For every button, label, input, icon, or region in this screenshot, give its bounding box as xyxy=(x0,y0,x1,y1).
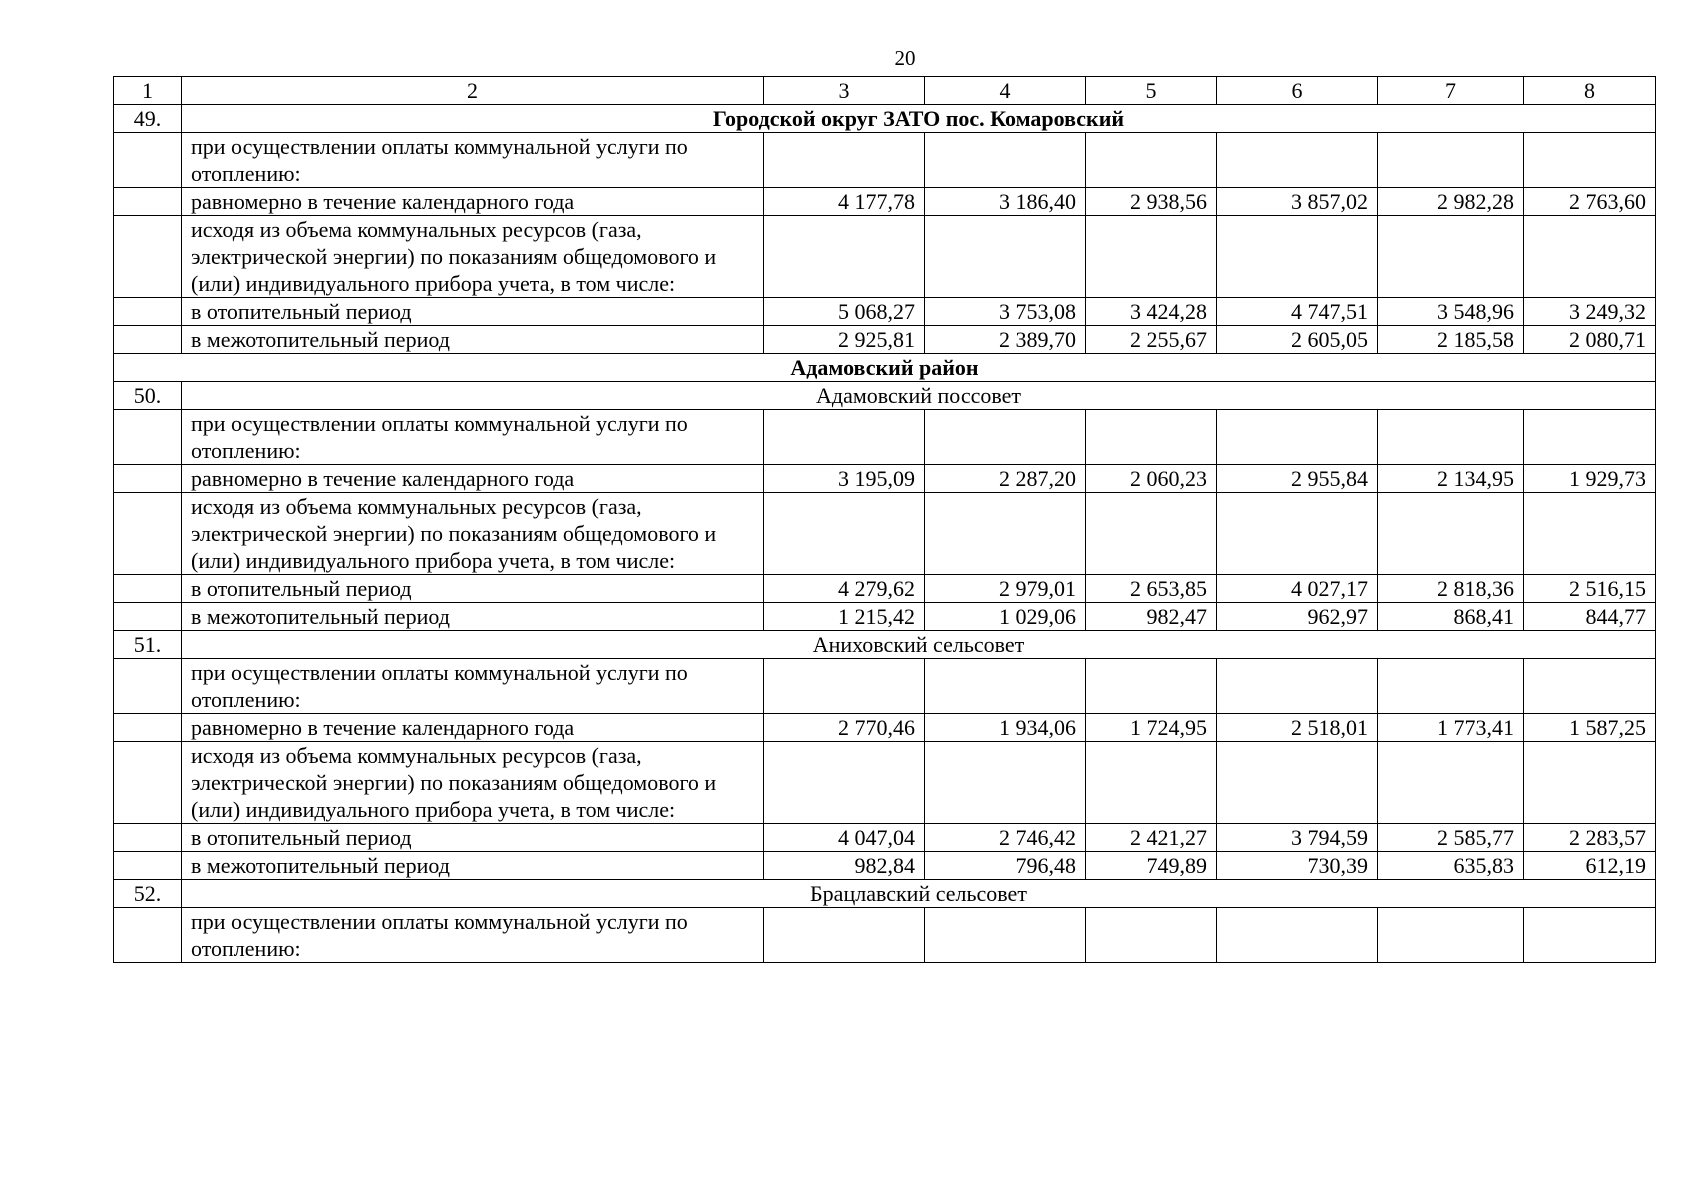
value-cell: 3 857,02 xyxy=(1217,188,1378,216)
value-cell: 844,77 xyxy=(1524,603,1656,631)
value-cell: 1 587,25 xyxy=(1524,714,1656,742)
section-row xyxy=(114,105,1656,133)
value-cell xyxy=(1086,410,1217,465)
value-cell: 1 215,42 xyxy=(764,603,925,631)
value-cell: 2 283,57 xyxy=(1524,824,1656,852)
header-cell: 5 xyxy=(1086,77,1217,105)
value-cell: 1 773,41 xyxy=(1378,714,1524,742)
section-index: 52. xyxy=(114,880,182,908)
row-label: в межотопительный период xyxy=(182,326,764,354)
table-row xyxy=(114,714,1656,742)
value-cell xyxy=(1086,133,1217,188)
value-cell xyxy=(1378,659,1524,714)
header-cell: 6 xyxy=(1217,77,1378,105)
table-row xyxy=(114,298,1656,326)
value-cell xyxy=(925,133,1086,188)
header-cell: 8 xyxy=(1524,77,1656,105)
value-cell: 2 389,70 xyxy=(925,326,1086,354)
value-cell xyxy=(1086,742,1217,824)
value-cell: 4 747,51 xyxy=(1217,298,1378,326)
value-cell: 2 979,01 xyxy=(925,575,1086,603)
value-cell: 3 548,96 xyxy=(1378,298,1524,326)
header-cell: 4 xyxy=(925,77,1086,105)
value-cell xyxy=(1217,659,1378,714)
tariff-table xyxy=(113,76,1656,963)
table-row xyxy=(114,493,1656,575)
row-label: в межотопительный период xyxy=(182,603,764,631)
value-cell: 4 027,17 xyxy=(1217,575,1378,603)
value-cell xyxy=(925,493,1086,575)
value-cell xyxy=(764,410,925,465)
section-title: Адамовский поссовет xyxy=(182,382,1656,410)
section-index: 50. xyxy=(114,382,182,410)
table-row xyxy=(114,188,1656,216)
district-title: Адамовский район xyxy=(114,354,1656,382)
value-cell xyxy=(1524,410,1656,465)
section-title: Брацлавский сельсовет xyxy=(182,880,1656,908)
row-label: при осуществлении оплаты коммунальной услуги по отоплению: xyxy=(182,908,764,963)
value-cell: 749,89 xyxy=(1086,852,1217,880)
empty-index-cell xyxy=(114,133,182,188)
value-cell: 730,39 xyxy=(1217,852,1378,880)
value-cell xyxy=(1378,908,1524,963)
value-cell: 2 060,23 xyxy=(1086,465,1217,493)
empty-index-cell xyxy=(114,659,182,714)
table-row xyxy=(114,824,1656,852)
value-cell xyxy=(764,742,925,824)
empty-index-cell xyxy=(114,603,182,631)
value-cell: 3 249,32 xyxy=(1524,298,1656,326)
row-label: равномерно в течение календарного года xyxy=(182,714,764,742)
value-cell xyxy=(925,659,1086,714)
value-cell: 1 029,06 xyxy=(925,603,1086,631)
value-cell xyxy=(764,216,925,298)
value-cell: 796,48 xyxy=(925,852,1086,880)
empty-index-cell xyxy=(114,908,182,963)
value-cell: 2 287,20 xyxy=(925,465,1086,493)
value-cell xyxy=(1378,493,1524,575)
header-cell: 7 xyxy=(1378,77,1524,105)
value-cell: 2 185,58 xyxy=(1378,326,1524,354)
value-cell: 4 177,78 xyxy=(764,188,925,216)
row-label: равномерно в течение календарного года xyxy=(182,465,764,493)
value-cell xyxy=(1378,133,1524,188)
empty-index-cell xyxy=(114,465,182,493)
value-cell xyxy=(1524,659,1656,714)
header-cell: 2 xyxy=(182,77,764,105)
empty-index-cell xyxy=(114,852,182,880)
empty-index-cell xyxy=(114,742,182,824)
row-label: в отопительный период xyxy=(182,298,764,326)
value-cell: 2 955,84 xyxy=(1217,465,1378,493)
value-cell: 3 186,40 xyxy=(925,188,1086,216)
empty-index-cell xyxy=(114,824,182,852)
value-cell xyxy=(1217,410,1378,465)
value-cell xyxy=(1524,493,1656,575)
row-label: в отопительный период xyxy=(182,824,764,852)
table-row xyxy=(114,216,1656,298)
empty-index-cell xyxy=(114,298,182,326)
empty-index-cell xyxy=(114,216,182,298)
section-row xyxy=(114,880,1656,908)
value-cell xyxy=(925,908,1086,963)
value-cell xyxy=(925,410,1086,465)
section-row xyxy=(114,631,1656,659)
row-label: равномерно в течение календарного года xyxy=(182,188,764,216)
value-cell: 3 753,08 xyxy=(925,298,1086,326)
section-row xyxy=(114,382,1656,410)
table-header-row xyxy=(114,77,1656,105)
value-cell: 1 724,95 xyxy=(1086,714,1217,742)
value-cell: 3 424,28 xyxy=(1086,298,1217,326)
value-cell xyxy=(764,659,925,714)
value-cell: 4 279,62 xyxy=(764,575,925,603)
value-cell: 982,84 xyxy=(764,852,925,880)
row-label: исходя из объема коммунальных ресурсов (газа, электрической энергии) по показаниям общедомового и (или) индивидуального прибора учета, в том числе: xyxy=(182,216,764,298)
value-cell xyxy=(1217,908,1378,963)
value-cell xyxy=(1524,908,1656,963)
value-cell xyxy=(1378,742,1524,824)
value-cell xyxy=(1524,133,1656,188)
value-cell: 612,19 xyxy=(1524,852,1656,880)
value-cell: 2 518,01 xyxy=(1217,714,1378,742)
value-cell xyxy=(764,133,925,188)
value-cell: 2 653,85 xyxy=(1086,575,1217,603)
value-cell xyxy=(1217,493,1378,575)
empty-index-cell xyxy=(114,188,182,216)
value-cell xyxy=(1378,410,1524,465)
table-row xyxy=(114,326,1656,354)
value-cell: 1 929,73 xyxy=(1524,465,1656,493)
value-cell xyxy=(764,908,925,963)
header-cell: 3 xyxy=(764,77,925,105)
table-row xyxy=(114,603,1656,631)
value-cell: 2 763,60 xyxy=(1524,188,1656,216)
value-cell: 2 982,28 xyxy=(1378,188,1524,216)
value-cell: 4 047,04 xyxy=(764,824,925,852)
value-cell xyxy=(1086,216,1217,298)
value-cell xyxy=(1524,742,1656,824)
row-label: исходя из объема коммунальных ресурсов (газа, электрической энергии) по показаниям общедомового и (или) индивидуального прибора учета, в том числе: xyxy=(182,493,764,575)
value-cell xyxy=(925,216,1086,298)
row-label: исходя из объема коммунальных ресурсов (газа, электрической энергии) по показаниям общедомового и (или) индивидуального прибора учета, в том числе: xyxy=(182,742,764,824)
value-cell: 2 746,42 xyxy=(925,824,1086,852)
section-index: 51. xyxy=(114,631,182,659)
value-cell: 5 068,27 xyxy=(764,298,925,326)
table-row xyxy=(114,852,1656,880)
value-cell xyxy=(1217,133,1378,188)
value-cell: 2 818,36 xyxy=(1378,575,1524,603)
section-title: Городской округ ЗАТО пос. Комаровский xyxy=(182,105,1656,133)
value-cell xyxy=(1217,216,1378,298)
value-cell: 2 770,46 xyxy=(764,714,925,742)
row-label: в отопительный период xyxy=(182,575,764,603)
value-cell xyxy=(925,742,1086,824)
value-cell: 982,47 xyxy=(1086,603,1217,631)
table-row xyxy=(114,908,1656,963)
district-row xyxy=(114,354,1656,382)
value-cell xyxy=(764,493,925,575)
value-cell: 2 080,71 xyxy=(1524,326,1656,354)
value-cell xyxy=(1524,216,1656,298)
table-row xyxy=(114,659,1656,714)
empty-index-cell xyxy=(114,714,182,742)
value-cell xyxy=(1217,742,1378,824)
table-row xyxy=(114,410,1656,465)
value-cell: 2 134,95 xyxy=(1378,465,1524,493)
row-label: при осуществлении оплаты коммунальной услуги по отоплению: xyxy=(182,410,764,465)
value-cell: 3 794,59 xyxy=(1217,824,1378,852)
value-cell: 2 605,05 xyxy=(1217,326,1378,354)
header-cell: 1 xyxy=(114,77,182,105)
value-cell xyxy=(1378,216,1524,298)
empty-index-cell xyxy=(114,493,182,575)
value-cell xyxy=(1086,493,1217,575)
empty-index-cell xyxy=(114,410,182,465)
section-title: Аниховский сельсовет xyxy=(182,631,1656,659)
row-label: в межотопительный период xyxy=(182,852,764,880)
empty-index-cell xyxy=(114,575,182,603)
value-cell: 1 934,06 xyxy=(925,714,1086,742)
value-cell: 2 938,56 xyxy=(1086,188,1217,216)
table-row xyxy=(114,575,1656,603)
row-label: при осуществлении оплаты коммунальной услуги по отоплению: xyxy=(182,133,764,188)
table-row xyxy=(114,742,1656,824)
value-cell xyxy=(1086,659,1217,714)
row-label: при осуществлении оплаты коммунальной услуги по отоплению: xyxy=(182,659,764,714)
value-cell: 2 585,77 xyxy=(1378,824,1524,852)
value-cell: 2 516,15 xyxy=(1524,575,1656,603)
value-cell: 2 255,67 xyxy=(1086,326,1217,354)
value-cell xyxy=(1086,908,1217,963)
value-cell: 868,41 xyxy=(1378,603,1524,631)
page-number: 20 xyxy=(894,46,916,70)
value-cell: 635,83 xyxy=(1378,852,1524,880)
table-row xyxy=(114,465,1656,493)
section-index: 49. xyxy=(114,105,182,133)
value-cell: 2 925,81 xyxy=(764,326,925,354)
table-row xyxy=(114,133,1656,188)
empty-index-cell xyxy=(114,326,182,354)
value-cell: 2 421,27 xyxy=(1086,824,1217,852)
value-cell: 962,97 xyxy=(1217,603,1378,631)
value-cell: 3 195,09 xyxy=(764,465,925,493)
